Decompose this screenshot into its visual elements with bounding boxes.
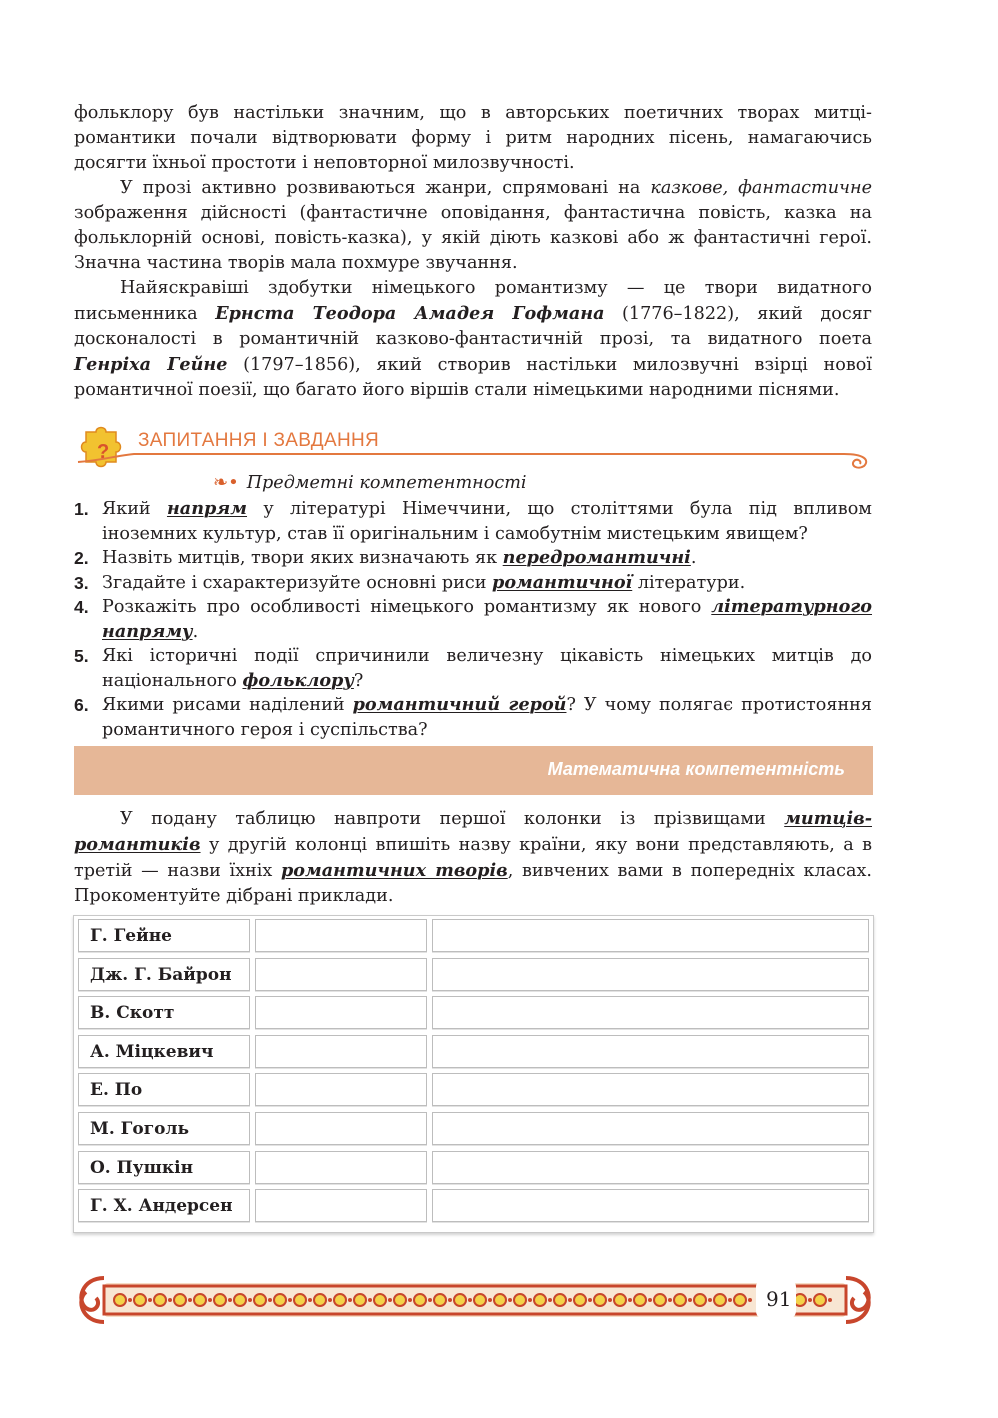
question-item: 4. Розкажіть про особливості німецького романтизму як нового літературного напряму.	[74, 596, 872, 642]
works-cell[interactable]	[432, 1112, 869, 1145]
author-name: О. Пушкін	[90, 1157, 194, 1178]
svg-text:?: ?	[97, 441, 110, 463]
author-name: Дж. Г. Байрон	[90, 964, 232, 985]
romantics-table	[73, 915, 874, 1233]
question-number: 2.	[74, 548, 89, 568]
question-number: 4.	[74, 597, 89, 617]
emphasis-text: казкове, фантастичне	[650, 178, 872, 198]
works-cell[interactable]	[432, 1151, 869, 1184]
country-cell[interactable]	[255, 1189, 427, 1222]
page-number: 91	[766, 1287, 792, 1311]
country-cell[interactable]	[255, 919, 427, 952]
country-cell[interactable]	[255, 1035, 427, 1068]
emphasis-text: напрям	[166, 498, 248, 519]
author-name-hoffmann: Ернста Теодора Амадея Гофмана	[215, 303, 605, 324]
question-number: 1.	[74, 499, 89, 519]
math-competence-label: Математична компетентність	[547, 759, 845, 779]
author-name: Г. Х. Андерсен	[90, 1196, 233, 1217]
table-row	[74, 1109, 873, 1148]
emphasis-text: романтичний герой	[352, 694, 567, 715]
table-row	[74, 955, 873, 994]
works-cell[interactable]	[432, 996, 869, 1029]
footer-ornament	[76, 1274, 876, 1326]
intro-paragraph-3: Найяскравіші здобутки німецького романтизму — це твори видатного письменника Ернста Теодора Амадея Гофмана (1776–1822), який досяг досконалості в романтичній казково-фантастичній прозі, та видатного поета Генріха Гейне (1797–1856), який створив настільки милозвучні взірці нової романтичної поезії, що багато його віршів стали німецькими народними піснями.	[74, 278, 872, 400]
name-cell	[78, 1189, 250, 1222]
works-cell[interactable]	[432, 958, 869, 991]
table-row	[74, 1070, 873, 1109]
table-row	[74, 993, 873, 1032]
name-cell	[78, 1151, 250, 1184]
name-cell	[78, 1073, 250, 1106]
works-cell[interactable]	[432, 919, 869, 952]
math-competence-banner	[74, 746, 873, 795]
subject-competences-label: Предметні компетентності	[246, 472, 527, 493]
questions-section-header	[74, 420, 874, 474]
question-item: 1. Який напрям у літературі Німеччини, що століттями була під впливом іноземних культур, став її оригінальним і самобутнім мистецьким явищем?	[74, 498, 872, 544]
emphasis-text: передромантичні	[502, 547, 691, 568]
questions-list	[74, 497, 872, 742]
table-row	[74, 1032, 873, 1071]
author-name: А. Міцкевич	[90, 1041, 214, 1062]
table-row	[74, 1148, 873, 1187]
country-cell[interactable]	[255, 1073, 427, 1106]
country-cell[interactable]	[255, 958, 427, 991]
table-row	[74, 1186, 873, 1225]
emphasis-text: фольклору	[242, 669, 354, 691]
question-item: 5. Які історичні події спричинили величезну цікавість німецьких митців до національного фольклору?	[74, 646, 872, 691]
name-cell	[78, 1035, 250, 1068]
question-item: 2. Назвіть митців, твори яких визначають як передромантичні.	[74, 546, 872, 571]
works-cell[interactable]	[432, 1073, 869, 1106]
emphasis-text: митців-романтиків	[74, 808, 872, 855]
works-cell[interactable]	[432, 1189, 869, 1222]
author-name: М. Гоголь	[90, 1119, 190, 1139]
country-cell[interactable]	[255, 1151, 427, 1184]
country-cell[interactable]	[255, 996, 427, 1029]
author-name: Г. Гейне	[90, 926, 172, 946]
author-name: Е. По	[90, 1080, 143, 1101]
question-number: 5.	[74, 646, 89, 666]
math-task-text: У подану таблицю навпроти першої колонки із прізвищами митців-романтиків у другій колонці впишіть назву країни, яку вони представляють, а в третій — назви їхніх романтичних творів, вивчених вами в попередніх класах. Прокоментуйте дібрані приклади.	[74, 808, 872, 906]
question-item: 6. Якими рисами наділений романтичний герой? У чому полягає протистояння романтичного героя і суспільства?	[74, 694, 872, 740]
question-item: 3. Згадайте і схарактеризуйте основні риси романтичної літератури.	[74, 571, 872, 596]
name-cell	[78, 919, 250, 952]
leaf-icon: ❧•	[213, 472, 239, 493]
name-cell	[78, 996, 250, 1029]
author-name-heine: Генріха Гейне	[74, 354, 228, 375]
name-cell	[78, 1112, 250, 1145]
works-cell[interactable]	[432, 1035, 869, 1068]
intro-paragraph-1: фольклору був настільки значним, що в авторських поетичних творах митці-романтики почали відтворювати форму і ритм народних пісень, намагаючись досягти їхньої простоти і неповторної милозвучності.	[74, 103, 872, 173]
question-number: 6.	[74, 695, 89, 715]
country-cell[interactable]	[255, 1112, 427, 1145]
intro-paragraph-2: У прозі активно розвиваються жанри, спрямовані на казкове, фантастичне зображення дійсності (фантастичне оповідання, фантастична повість, казка на фольклорній основі, повість-казка), у якій діють казкові або ж фантастичні герої. Значна частина творів мала похмуре звучання.	[74, 178, 872, 273]
subject-competences-heading	[213, 472, 527, 493]
name-cell	[78, 958, 250, 991]
ornament-border	[76, 1274, 876, 1326]
question-number: 3.	[74, 572, 89, 593]
emphasis-text: літературного напряму	[102, 596, 872, 642]
table-row	[74, 916, 873, 955]
intro-text	[74, 101, 872, 403]
emphasis-text: романтичних творів	[280, 860, 508, 881]
emphasis-text: романтичної	[492, 571, 633, 593]
questions-section-title: ЗАПИТАННЯ І ЗАВДАННЯ	[138, 430, 380, 451]
author-name: В. Скотт	[90, 1003, 175, 1024]
